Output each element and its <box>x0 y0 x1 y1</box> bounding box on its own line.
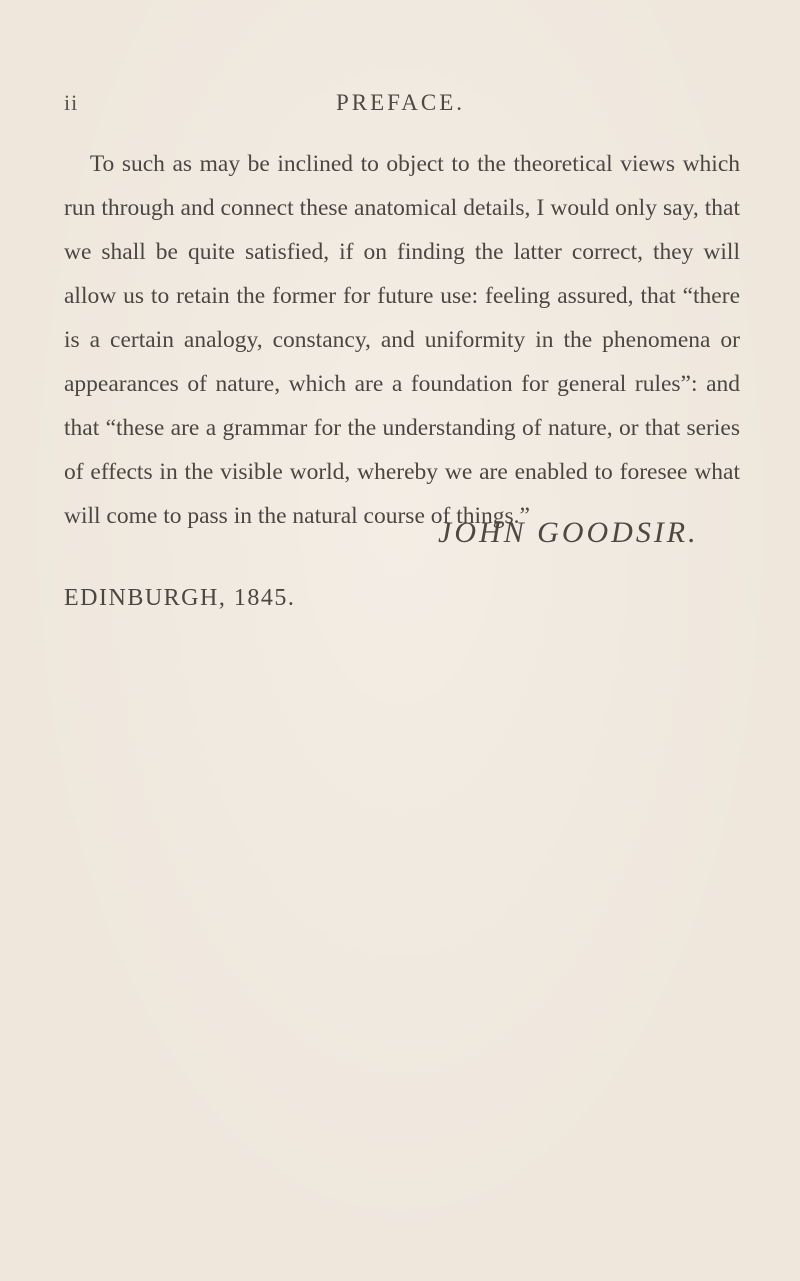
page-number: ii <box>64 90 79 115</box>
dateline: EDINBURGH, 1845. <box>64 585 296 611</box>
body-paragraph: To such as may be inclined to object to the theoretical views which run through and connect these anatomical details, I would only say, that we shall be quite satisfied, if on finding the latter correct, they will allow us to retain the former for future use: feeling assured, that “there is a certain analogy, constancy, and uniformity in the phenomena or appearances of nature, which are a foundation for general rules”: and that “these are a grammar for the understanding of nature, or that series of effects in the visible world, whereby we are enabled to foresee what will come to pass in the natural course of things.” <box>64 151 740 529</box>
running-head <box>64 90 736 120</box>
author-signature: JOHN GOODSIR. <box>438 516 699 549</box>
preface-body <box>64 142 740 538</box>
running-title: PREFACE. <box>336 90 466 115</box>
